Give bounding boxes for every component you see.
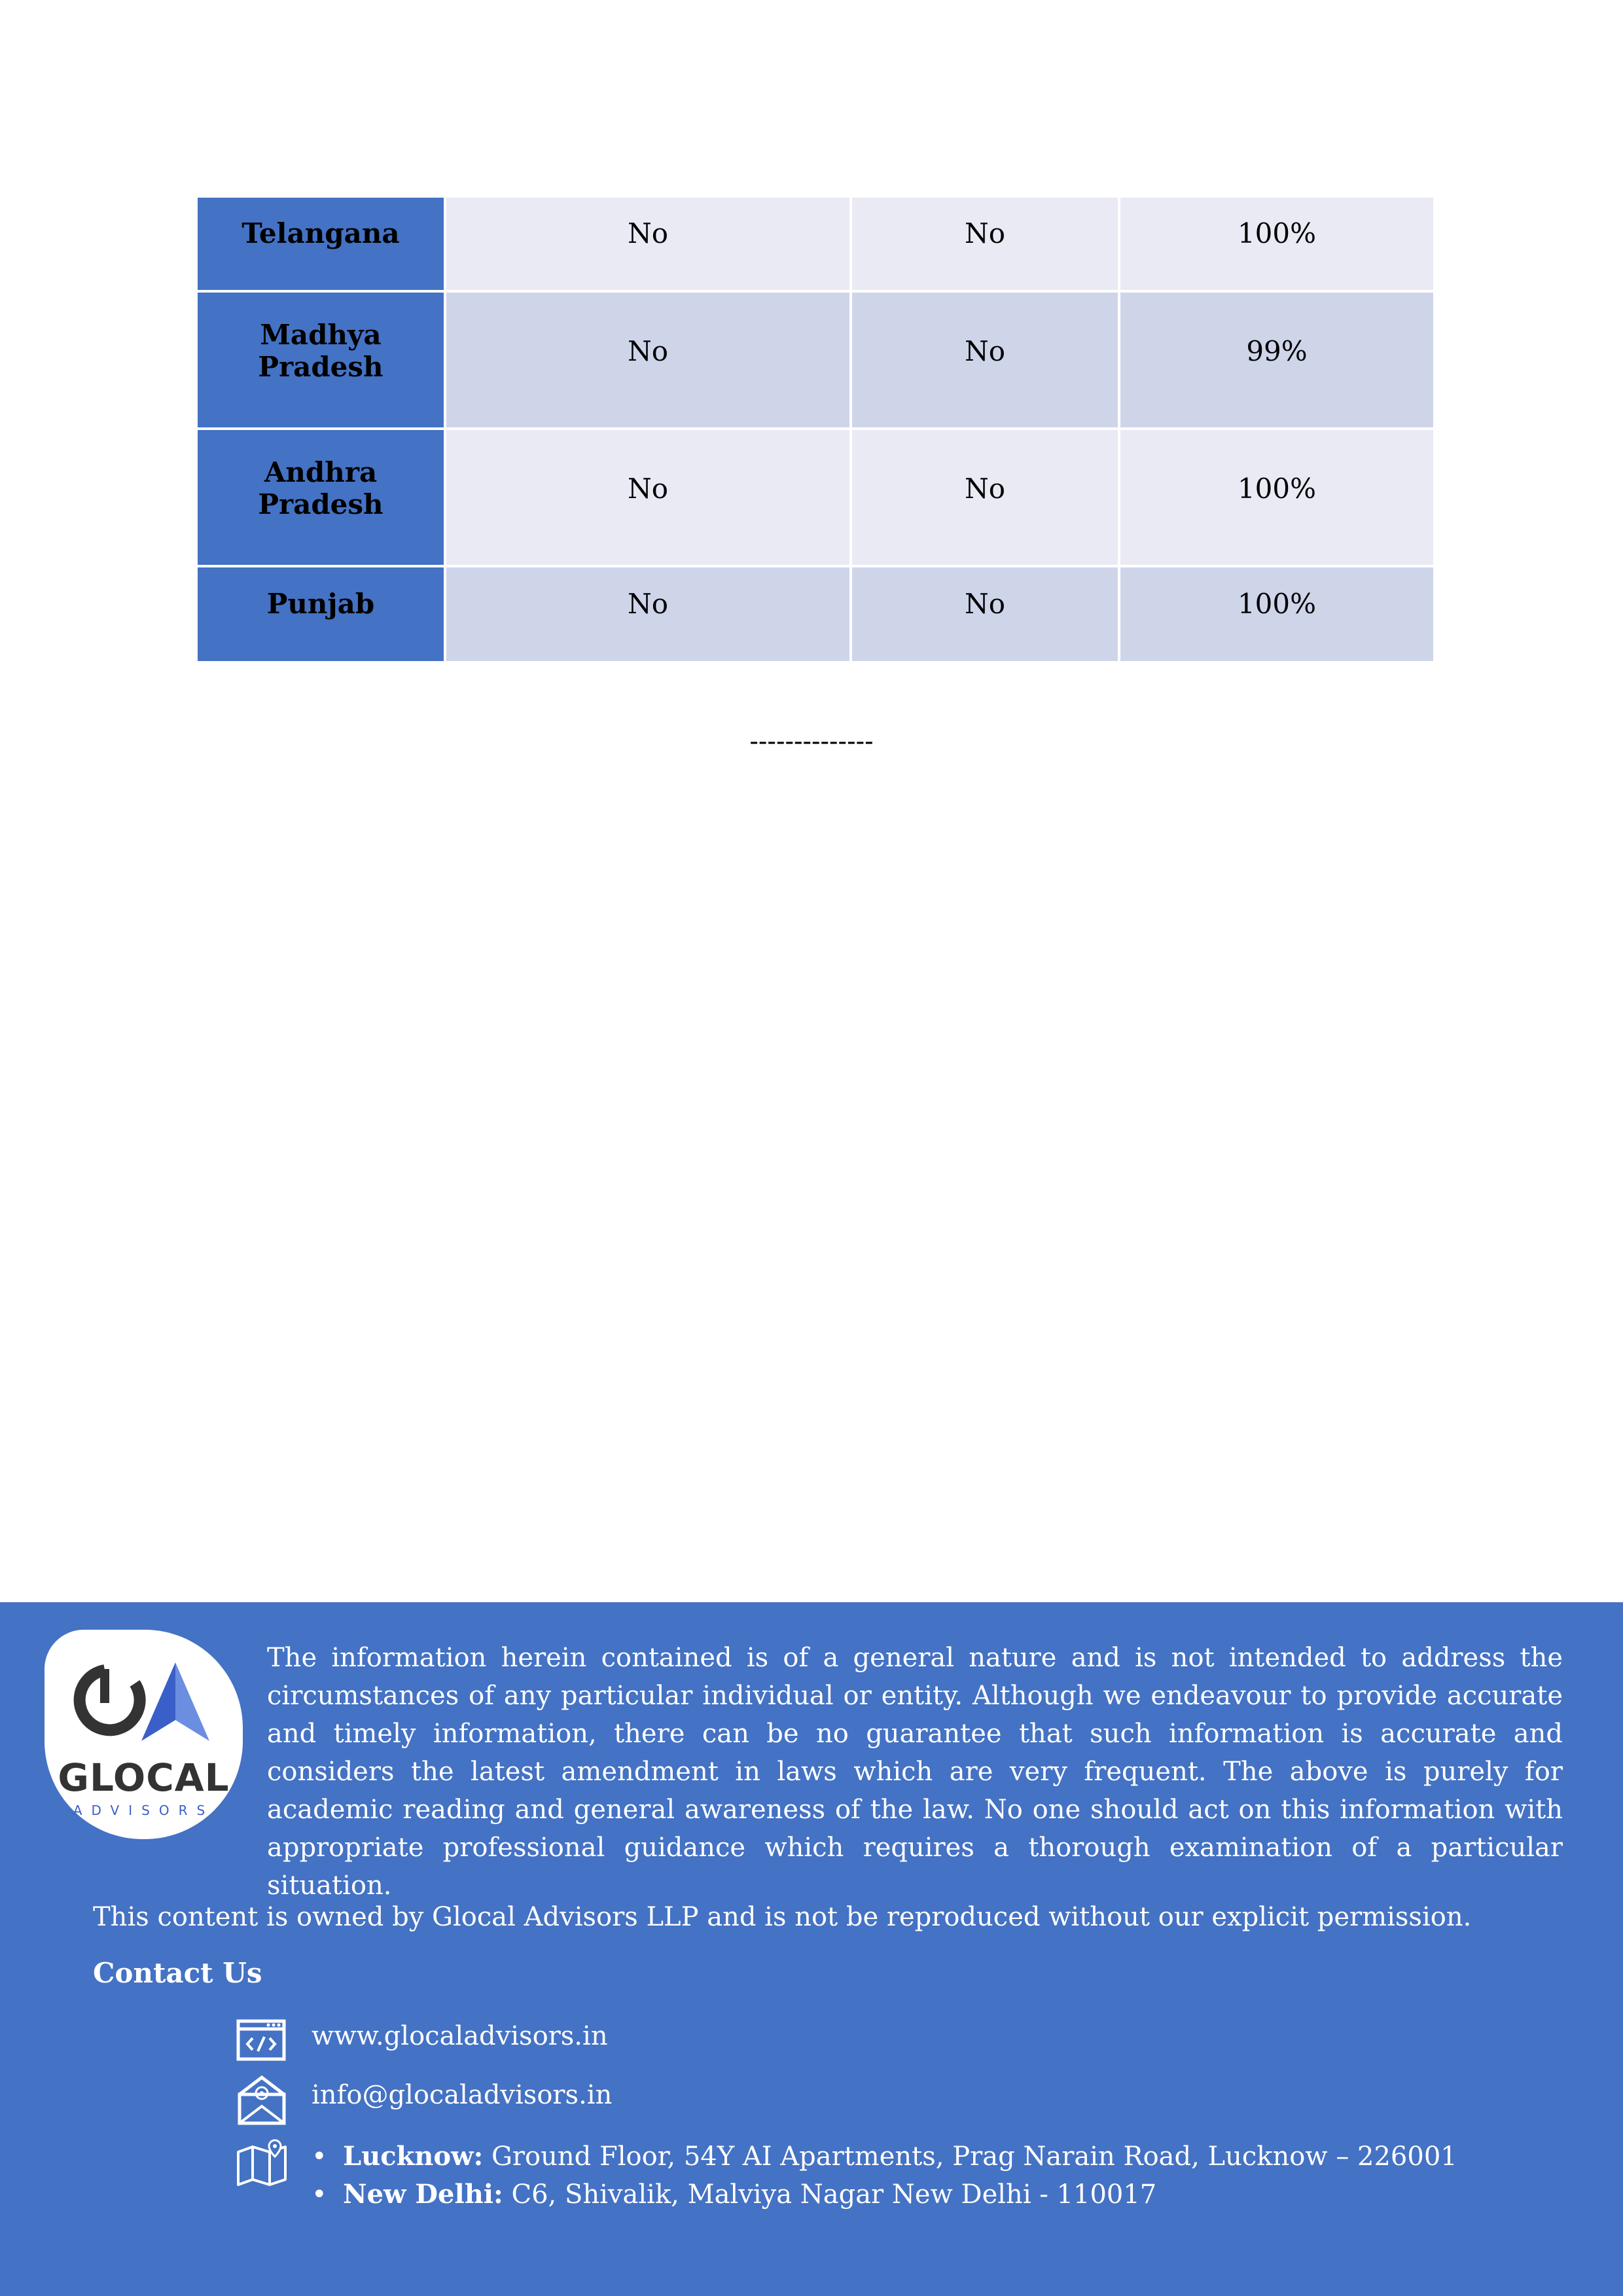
table-row	[198, 198, 1433, 293]
web-code-icon	[236, 2015, 288, 2067]
table-cell: No	[852, 430, 1120, 567]
email-link[interactable]: info@glocaladvisors.in	[312, 2080, 613, 2110]
state-name: Punjab	[198, 567, 446, 661]
state-name: Andhra Pradesh	[198, 430, 446, 567]
table-cell: 100%	[1120, 567, 1433, 661]
contact-heading: Contact Us	[93, 1957, 262, 1989]
table-cell: 100%	[1120, 430, 1433, 567]
mail-icon	[236, 2073, 288, 2126]
table-cell: No	[446, 567, 852, 661]
table-cell: No	[446, 293, 852, 430]
disclaimer-text: The information herein contained is of a general nature and is not intended to address the circumstances of any particular individual or entity. Although we endeavour to provide accurate and timely information, there can be no guarantee that such information is accurate and considers the latest amendment in laws which are very frequent. The above is purely for academic reading and general awareness of the law. No one should act on this information with appropriate professional guidance which requires a thorough examination of a particular situation.	[267, 1643, 1563, 1901]
glocal-logo-icon	[64, 1656, 221, 1748]
address-item: • Lucknow: Ground Floor, 54Y AI Apartments, Prag Narain Road, Lucknow – 226001	[312, 2141, 1457, 2172]
table-row	[198, 430, 1433, 567]
footer	[0, 1602, 1623, 2296]
state-name: Telangana	[198, 198, 446, 293]
table-row	[198, 567, 1433, 661]
glocal-logo	[45, 1630, 243, 1839]
state-name: Madhya Pradesh	[198, 293, 446, 430]
map-icon	[236, 2138, 288, 2190]
table-cell: No	[852, 293, 1120, 430]
address-city: New Delhi:	[343, 2179, 503, 2210]
table-cell: No	[852, 198, 1120, 293]
table-cell: No	[446, 430, 852, 567]
compliance-table	[198, 198, 1433, 661]
address-city: Lucknow:	[343, 2141, 484, 2172]
address-text: C6, Shivalik, Malviya Nagar New Delhi - 110017	[511, 2179, 1157, 2210]
table-cell: No	[852, 567, 1120, 661]
table-row	[198, 293, 1433, 430]
address-list	[312, 2138, 1457, 2214]
address-item: • New Delhi: C6, Shivalik, Malviya Nagar New Delhi - 110017	[312, 2179, 1157, 2210]
table-cell: 100%	[1120, 198, 1433, 293]
section-separator: --------------	[749, 726, 874, 757]
ownership-notice: This content is owned by Glocal Advisors LLP and is not be reproduced without our explicit permission.	[93, 1902, 1472, 1932]
logo-subtitle: ADVISORS	[73, 1803, 215, 1818]
address-text: Ground Floor, 54Y AI Apartments, Prag Narain Road, Lucknow – 226001	[491, 2142, 1457, 2172]
logo-name: GLOCAL	[58, 1755, 230, 1800]
website-link[interactable]: www.glocaladvisors.in	[312, 2021, 608, 2051]
table-cell: 99%	[1120, 293, 1433, 430]
table-cell: No	[446, 198, 852, 293]
